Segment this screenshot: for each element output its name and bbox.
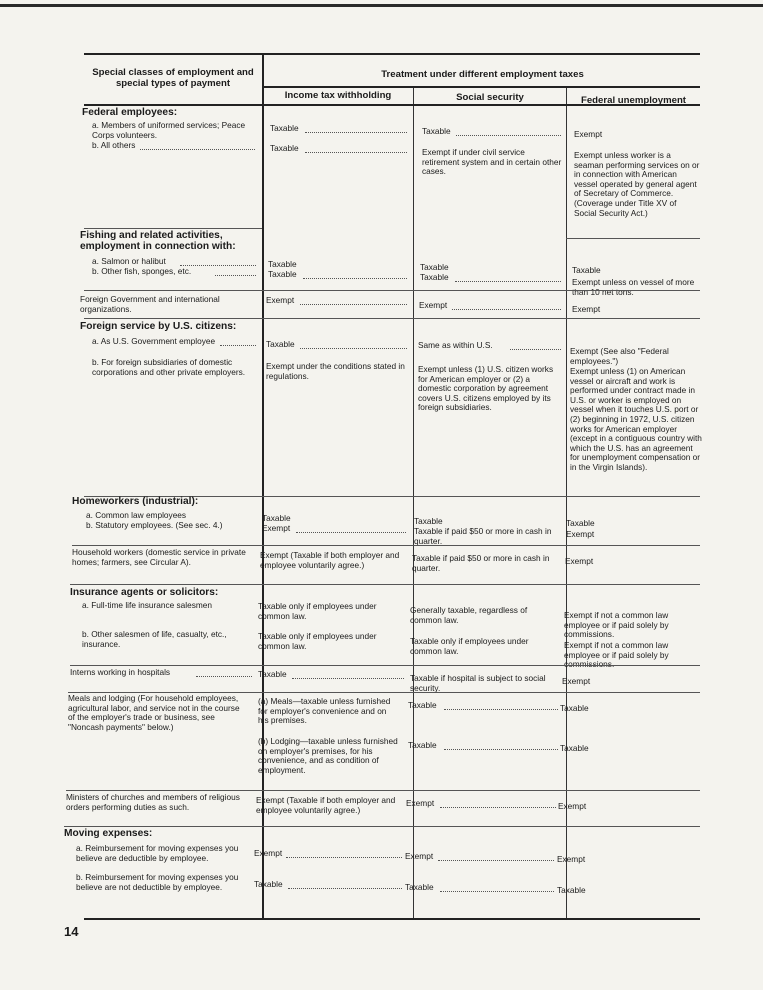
leader-dots [292, 678, 404, 679]
moving-b-income: Taxable [254, 879, 283, 889]
table-top-rule [84, 53, 700, 55]
moving-a-label: a. Reimbursement for moving expenses you believe are deductible by employee. [76, 843, 239, 863]
ministers-income: Exempt (Taxable if both employer and employee voluntarily agree.) [256, 795, 396, 815]
top-border [0, 4, 763, 7]
interns-federal: Exempt [562, 676, 591, 686]
leader-dots [444, 709, 558, 710]
col-federal-header: Federal unemployment [580, 95, 687, 106]
header-subrule [263, 86, 700, 88]
row-rule [566, 238, 700, 239]
insurance-b-social: Taxable only if employees under common law. [410, 636, 529, 656]
section-title-fishing: Fishing and related activities, employment in connection with: [80, 230, 236, 252]
moving-a-income: Exempt [254, 848, 283, 858]
federal-b-federal: Exempt unless worker is a seaman performing services on or in connection with American vessel operated by general agent of Secretary of Commerce. (Coverage under Title XV of Social Security Act.) [574, 150, 700, 218]
homeworkers-a-federal: Taxable [566, 518, 595, 528]
insurance-a-income: Taxable only if employees under common law. [258, 601, 377, 621]
leader-dots [296, 532, 406, 533]
meals-b-income: (b) Lodging—taxable unless furnished on employer's premises, for his convenience, and as condition of employment. [258, 736, 398, 775]
moving-a-social: Exempt [405, 851, 434, 861]
row-rule [70, 584, 700, 585]
col-divider-1 [262, 54, 264, 918]
ministers-label: Ministers of churches and members of religious orders performing duties as such. [66, 792, 240, 812]
household-income: Exempt (Taxable if both employer and employee voluntarily agree.) [260, 550, 400, 570]
fishing-b-federal: Exempt unless on vessel of more than 10 net tons. [572, 277, 695, 297]
leader-dots [140, 149, 255, 150]
section-title-homeworkers: Homeworkers (industrial): [72, 496, 199, 507]
section-title-moving: Moving expenses: [64, 828, 153, 839]
left-column-title: Special classes of employment and special types of payment [92, 67, 254, 89]
foreign-service-federal-a: Exempt (See also "Federal employees.") [570, 346, 669, 366]
foreign-service-b-social: Exempt unless (1) U.S. citizen works for American employer or (2) a domestic corporation by agreement covers U.S. citizens employed by its foreign subsidiaries. [418, 364, 554, 413]
table-bottom-rule [84, 918, 700, 920]
insurance-a-federal: Exempt if not a common law employee or if paid solely by commissions. [564, 610, 669, 640]
row-rule [70, 665, 700, 666]
foreign-service-federal-b: Exempt unless (1) on American vessel or aircraft and work is performed under contract made in U.S. or worker is employed on vessel when it touches U.S. port or (2) beginning in 1972, U.S. citizen works for American employer (except in a contiguous country with which the U.S. has an agreement for unemployment compensation or in the Virgin Islands). [570, 366, 702, 472]
col-divider-2 [413, 88, 414, 918]
moving-b-federal: Taxable [557, 885, 586, 895]
foreign-service-a-label: a. As U.S. Government employee [92, 336, 216, 346]
household-label: Household workers (domestic service in private homes; farmers, see Circular A). [72, 547, 246, 567]
leader-dots [455, 281, 561, 282]
leader-dots [303, 278, 407, 279]
leader-dots [300, 348, 407, 349]
federal-a-social: Taxable [422, 126, 451, 136]
homeworkers-b-federal: Exempt [566, 529, 595, 539]
moving-a-federal: Exempt [557, 854, 586, 864]
interns-label: Interns working in hospitals [70, 667, 171, 677]
homeworkers-a-income: Taxable [262, 513, 291, 523]
col-social-header: Social security [456, 92, 524, 103]
fishing-b-social: Taxable [420, 272, 449, 282]
leader-dots [440, 891, 554, 892]
interns-social: Taxable if hospital is subject to social security. [410, 673, 546, 693]
row-rule [84, 228, 262, 229]
meals-b-social: Taxable [408, 740, 437, 750]
meals-label: Meals and lodging (For household employees, agricultural labor, and service not in the course of the employer's trade or business, see "Noncash payments" below.) [68, 693, 240, 732]
leader-dots [452, 309, 561, 310]
meals-a-federal: Taxable [560, 703, 589, 713]
foreign-service-a-income: Taxable [266, 339, 295, 349]
row-rule [84, 290, 700, 291]
insurance-a-label: a. Full-time life insurance salesmen [82, 600, 213, 610]
row-rule [66, 790, 700, 791]
leader-dots [286, 857, 402, 858]
leader-dots [444, 749, 558, 750]
fishing-a-social: Taxable [420, 262, 449, 272]
row-rule [72, 545, 700, 546]
fishing-a-income: Taxable [268, 259, 297, 269]
insurance-a-social: Generally taxable, regardless of common law. [410, 605, 528, 625]
foreign-gov-label: Foreign Government and international organizations. [80, 294, 220, 314]
household-federal: Exempt [565, 556, 594, 566]
leader-dots [440, 807, 556, 808]
fishing-b-label: b. Other fish, sponges, etc. [92, 266, 192, 276]
meals-b-federal: Taxable [560, 743, 589, 753]
foreign-service-b-label: b. For foreign subsidiaries of domestic corporations and other private employers. [92, 357, 246, 377]
interns-income: Taxable [258, 669, 287, 679]
federal-b-income: Taxable [270, 143, 299, 153]
federal-b-label: b. All others [92, 140, 136, 150]
section-title-federal: Federal employees: [82, 107, 178, 118]
homeworkers-a-label: a. Common law employees [86, 510, 187, 520]
leader-dots [220, 345, 256, 346]
foreign-service-b-income: Exempt under the conditions stated in regulations. [266, 361, 405, 381]
federal-b-social: Exempt if under civil service retirement system and in certain other cases. [422, 147, 562, 177]
fishing-a-label: a. Salmon or halibut [92, 256, 166, 266]
federal-a-label: a. Members of uniformed services; Peace Corps volunteers. [92, 120, 246, 140]
federal-a-income: Taxable [270, 123, 299, 133]
leader-dots [438, 860, 554, 861]
insurance-b-income: Taxable only if employees under common law. [258, 631, 377, 651]
col-divider-3 [566, 88, 567, 918]
foreign-gov-income: Exempt [266, 295, 295, 305]
foreign-gov-social: Exempt [419, 300, 448, 310]
meals-a-social: Taxable [408, 700, 437, 710]
homeworkers-b-income: Exempt [262, 523, 291, 533]
moving-b-social: Taxable [405, 882, 434, 892]
ministers-social: Exempt [406, 798, 435, 808]
fishing-a-federal: Taxable [572, 265, 601, 275]
fishing-b-income: Taxable [268, 269, 297, 279]
leader-dots [305, 152, 407, 153]
homeworkers-b-social: Taxable if paid $50 or more in cash in quarter. [414, 526, 552, 546]
homeworkers-a-social: Taxable [414, 516, 443, 526]
meals-a-income: (a) Meals—taxable unless furnished for employer's convenience and on his premises. [258, 696, 391, 726]
federal-a-federal: Exempt [574, 129, 603, 139]
group-title: Treatment under different employment taxes [381, 69, 584, 80]
leader-dots [215, 275, 256, 276]
leader-dots [180, 265, 256, 266]
row-rule [64, 826, 700, 827]
moving-b-label: b. Reimbursement for moving expenses you believe are not deductible by employee. [76, 872, 239, 892]
leader-dots [305, 132, 407, 133]
section-title-foreign-service: Foreign service by U.S. citizens: [80, 321, 237, 332]
insurance-b-federal: Exempt if not a common law employee or if paid solely by commissions. [564, 640, 669, 670]
leader-dots [510, 349, 561, 350]
ministers-federal: Exempt [558, 801, 587, 811]
leader-dots [196, 676, 252, 677]
section-title-insurance: Insurance agents or solicitors: [70, 587, 219, 598]
homeworkers-b-label: b. Statutory employees. (See sec. 4.) [86, 520, 223, 530]
leader-dots [288, 888, 402, 889]
leader-dots [300, 304, 407, 305]
insurance-b-label: b. Other salesmen of life, casualty, etc., insurance. [82, 629, 227, 649]
foreign-service-a-social: Same as within U.S. [418, 340, 493, 350]
household-social: Taxable if paid $50 or more in cash in quarter. [412, 553, 550, 573]
foreign-gov-federal: Exempt [572, 304, 601, 314]
col-income-header: Income tax withholding [284, 90, 392, 101]
leader-dots [456, 135, 561, 136]
page-number: 14 [64, 924, 79, 939]
row-rule [84, 318, 700, 319]
